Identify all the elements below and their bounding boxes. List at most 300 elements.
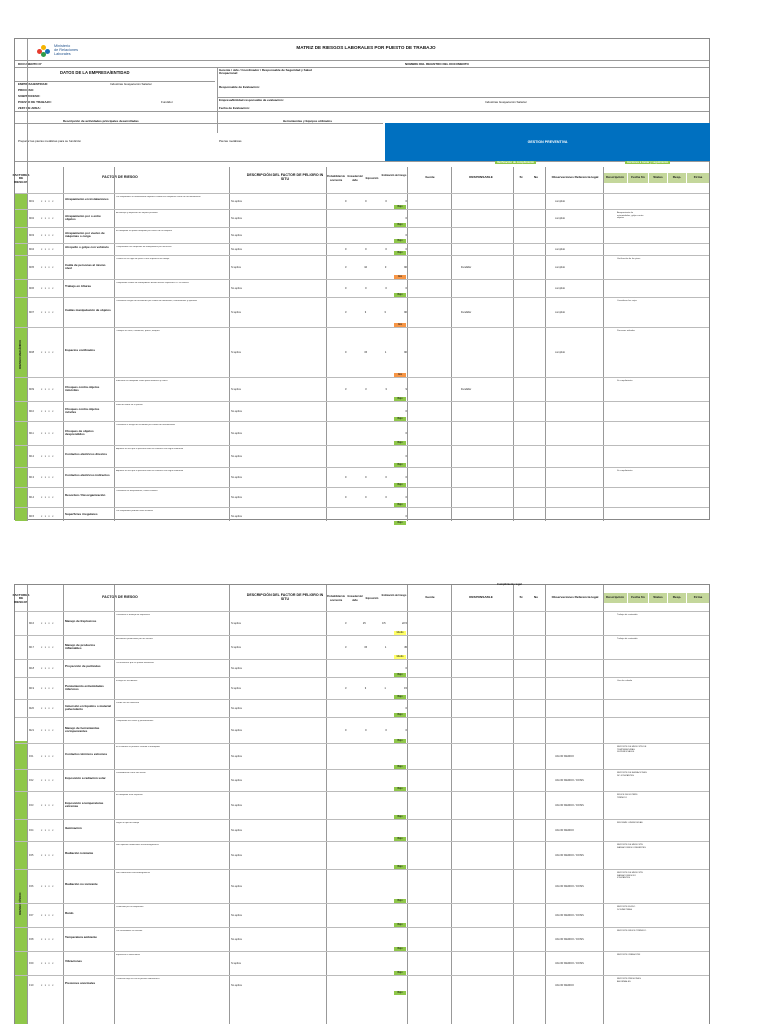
observaciones-header-2: Observaciones Referencia legal bbox=[551, 595, 599, 600]
risk-description: Considera riesgos de accidentes por caídas de materiales, herramientas y aparatos bbox=[116, 300, 198, 302]
observation-note: Uso de calzado bbox=[617, 680, 633, 682]
check-marks: xxxx bbox=[41, 779, 56, 782]
applicability: No aplica bbox=[231, 496, 242, 499]
risk-factor-name: Atropello o golpe con vehículo bbox=[65, 245, 109, 249]
compliance-criteria: cumplido bbox=[555, 311, 566, 314]
risk-scores bbox=[345, 388, 407, 391]
table-row bbox=[15, 445, 709, 467]
check-marks: xxxx bbox=[41, 707, 56, 710]
risk-scores bbox=[345, 687, 407, 690]
exposicion-header: Exposición bbox=[365, 177, 379, 181]
risk-score-value: 45 bbox=[404, 646, 407, 649]
risk-score-value: 0 bbox=[405, 432, 407, 435]
risk-description: Son aquellas radiaciones electromagnéticas bbox=[116, 844, 159, 846]
subproceso-label: SUBPROCESO: bbox=[18, 94, 41, 98]
risk-code: M16 bbox=[29, 622, 35, 625]
risk-score-value: 90 bbox=[404, 311, 407, 314]
check-marks: xxxx bbox=[41, 200, 56, 203]
risk-description: El trabajador está expuesto bbox=[116, 794, 143, 796]
table-row bbox=[15, 507, 709, 525]
check-marks: xxxx bbox=[41, 755, 56, 758]
risk-code: M15 bbox=[29, 515, 35, 518]
applicability: No aplica bbox=[231, 476, 242, 479]
risk-level-badge: Alto bbox=[394, 373, 406, 377]
risk-matrix-sheet-1 bbox=[12, 38, 710, 524]
no-header: No bbox=[533, 175, 539, 180]
check-marks: xxxx bbox=[41, 266, 56, 269]
gravedad-header: Gravedad del daño bbox=[347, 175, 363, 182]
matrix-title: MATRIZ DE RIESGOS LABORALES POR PUESTO DE TRABAJO bbox=[296, 45, 436, 50]
check-marks: xxxx bbox=[41, 962, 56, 965]
risk-score-value: 0 bbox=[365, 200, 367, 203]
risk-scores bbox=[345, 729, 407, 732]
fecha-fin-header-2: Fecha fin bbox=[628, 593, 648, 603]
risk-score-value: 0 bbox=[405, 729, 407, 732]
risk-score-value: 0 bbox=[385, 287, 387, 290]
risk-factor-name: Iluminación bbox=[65, 826, 82, 830]
applicability: No aplica bbox=[231, 914, 242, 917]
table-row bbox=[15, 659, 709, 677]
risk-score-value: 0 bbox=[345, 248, 347, 251]
risk-description: Condición bajo la cual la presión atmosférica bbox=[116, 978, 160, 980]
risk-level-badge: Bajo bbox=[394, 739, 406, 743]
risk-score-value: 0 bbox=[405, 476, 407, 479]
check-marks: xxxx bbox=[41, 287, 56, 290]
risk-level-badge: Bajo bbox=[394, 251, 406, 255]
table-row bbox=[15, 699, 709, 717]
risk-description: Son radiaciones electromagnéticas bbox=[116, 872, 151, 874]
risk-score-value: 0 bbox=[345, 200, 347, 203]
physical-group-label: RIESGO FÍSICO bbox=[18, 892, 22, 915]
risk-score-value: 0 bbox=[385, 476, 387, 479]
risk-score-value: 0 bbox=[405, 707, 407, 710]
check-marks: xxxx bbox=[41, 476, 56, 479]
risk-score-value: 3 bbox=[385, 388, 387, 391]
risk-code: M05 bbox=[29, 266, 35, 269]
risk-score-value: 15 bbox=[364, 351, 368, 354]
risk-level-badge: Bajo bbox=[394, 815, 406, 819]
risk-score-value: 22.5 bbox=[401, 622, 407, 625]
risk-level-badge: Bajo bbox=[394, 521, 406, 525]
risk-factor-name: Punzamiento extremidades inferiores bbox=[65, 684, 104, 692]
table-row bbox=[15, 717, 709, 743]
compliance-criteria: VALOR MEDIDO / DOSIS bbox=[555, 779, 584, 782]
compliance-criteria: cumplido bbox=[555, 351, 566, 354]
applicability: No aplica bbox=[231, 779, 242, 782]
risk-description: Accidentes producidos por los efectos bbox=[116, 638, 153, 640]
risk-scores bbox=[345, 455, 407, 458]
risk-factor-name: Exposición a radiación solar bbox=[65, 776, 106, 780]
check-marks: xxxx bbox=[41, 234, 56, 237]
risk-code: F09 bbox=[29, 962, 34, 965]
status-header: Status bbox=[649, 173, 667, 183]
risk-level-badge: Bajo bbox=[394, 483, 406, 487]
risk-description: Posibilidad de sufrir una lesión bbox=[116, 772, 146, 774]
applicability: Si aplica bbox=[231, 687, 241, 690]
risk-code: M06 bbox=[29, 287, 35, 290]
observation-note: REPORTE VIBRACIÓN bbox=[617, 954, 641, 956]
risk-scores bbox=[345, 266, 407, 269]
compliance-criteria: VALOR MEDIDO / DOSIS bbox=[555, 938, 584, 941]
risk-code: M08 bbox=[29, 351, 35, 354]
factor-riesgo-header-2: FACTOR DE RIESGO bbox=[102, 595, 138, 600]
risk-description: Incluye los accidentes bbox=[116, 680, 138, 682]
risk-code: F10 bbox=[29, 984, 34, 987]
observation-note: INFORME LUMINOSIDAD bbox=[617, 822, 643, 824]
risk-factor-name: Contactos eléctricos directos bbox=[65, 452, 108, 456]
table-row bbox=[15, 743, 709, 769]
risk-description: Exposición a vibraciones bbox=[116, 954, 141, 956]
check-marks: xxxx bbox=[41, 984, 56, 987]
risk-scores bbox=[345, 287, 407, 290]
risk-scores bbox=[345, 515, 407, 518]
risk-score-value: 0 bbox=[405, 515, 407, 518]
compliance-criteria: cumplido bbox=[555, 287, 566, 290]
risk-code: M14 bbox=[29, 496, 35, 499]
table-row bbox=[15, 487, 709, 507]
observation-note: REPORTE RUIDO DOSIMETRÍAS bbox=[617, 906, 636, 911]
empresa-evaluacion-label: Empresa/Entidad responsable de evaluación: bbox=[219, 98, 284, 102]
table-row bbox=[15, 841, 709, 869]
risk-score-value: 1 bbox=[384, 687, 386, 690]
risk-code: F08 bbox=[29, 938, 34, 941]
risk-score-value: 0 bbox=[405, 496, 407, 499]
risk-level-badge: Alto bbox=[394, 323, 406, 327]
observation-note: Si cumplimiento bbox=[617, 380, 633, 382]
risk-factor-name: Exposición a temperaturas extremas bbox=[65, 801, 104, 809]
risk-description: Caídas en un lugar de paso o una superficie de trabajo bbox=[116, 258, 170, 260]
risk-scores bbox=[345, 351, 407, 354]
probabilidad-header-2: Probabilidad de ocurrencia bbox=[327, 595, 345, 602]
risk-level-badge: Bajo bbox=[394, 673, 406, 677]
compliance-criteria: VALOR MEDIDO / DOSIS bbox=[555, 962, 584, 965]
risk-score-value: 3 bbox=[364, 687, 367, 690]
risk-level-badge: Bajo bbox=[394, 837, 406, 841]
risk-level-badge: Medio bbox=[394, 631, 406, 635]
applicability: No aplica bbox=[231, 804, 242, 807]
risk-description: Los empleados se mantendrán alejados cuando las máquinas estén en funcionamiento bbox=[116, 196, 201, 198]
check-marks: xxxx bbox=[41, 248, 56, 251]
risk-factor-name: Caídas manipulación de objetos bbox=[65, 308, 111, 312]
risk-score-value: 0 bbox=[405, 217, 407, 220]
estimacion-header-2: Estimación del riesgo bbox=[381, 594, 407, 598]
check-marks: xxxx bbox=[41, 914, 56, 917]
risk-scores bbox=[345, 311, 407, 314]
compliance-criteria: VALOR MEDIDO / DOSIS bbox=[555, 854, 584, 857]
risk-level-badge: Bajo bbox=[394, 441, 406, 445]
risk-code: F01 bbox=[29, 755, 34, 758]
risk-scores bbox=[345, 410, 407, 413]
empresa-value: Industrias Guayacamin Salazar bbox=[110, 82, 152, 86]
risk-level-badge: Bajo bbox=[394, 463, 406, 467]
risk-score-value: 0 bbox=[365, 248, 367, 251]
applicability: No aplica bbox=[231, 217, 242, 220]
risk-factor-name: Desorden / Desorganización bbox=[65, 493, 106, 497]
risk-level-badge: Bajo bbox=[394, 787, 406, 791]
risk-description: Producido por la maquinaria bbox=[116, 906, 144, 908]
risk-scores bbox=[345, 622, 407, 625]
gerente-label: Gerente / Jefe / Coordinador / Responsable de Seguridad y Salud Ocupacional: bbox=[219, 68, 312, 76]
risk-factor-name: Proyección de partículas bbox=[65, 664, 101, 668]
fecha-fin-header: Fecha fin bbox=[628, 173, 648, 183]
risk-score-value: 0 bbox=[405, 234, 407, 237]
risk-code: M18 bbox=[29, 667, 35, 670]
responsible-value: Fundidor bbox=[461, 266, 472, 269]
check-marks: xxxx bbox=[41, 496, 56, 499]
risk-scores bbox=[345, 707, 407, 710]
applicability: No aplica bbox=[231, 234, 242, 237]
risk-description: Falta de orden en el puesto bbox=[116, 404, 143, 406]
observation-note: ÍNDICE DE ESTRÉS TÉRMICO bbox=[617, 794, 638, 799]
applicability: Si aplica bbox=[231, 388, 241, 391]
risk-factor-name: Choques contra objetos inmóviles bbox=[65, 385, 100, 393]
risk-level-badge: Bajo bbox=[394, 417, 406, 421]
estimacion-header: Estimación del riesgo bbox=[381, 174, 407, 178]
risk-description: Considera los desperdicios, como chatarra bbox=[116, 490, 158, 492]
applicability: No aplica bbox=[231, 248, 242, 251]
table-row bbox=[15, 903, 709, 927]
risk-factor-name: Atrapamiento en instalaciones bbox=[65, 197, 109, 201]
datos-empresa-label: DATOS DE LA EMPRESA/ENTIDAD bbox=[60, 70, 130, 75]
ministry-name: Ministerio de Relaciones Laborales bbox=[54, 44, 79, 57]
actividad-value: Preparar las piezas metálicas para su fundición bbox=[18, 139, 82, 143]
observation-note: Trabajo de contenido bbox=[617, 614, 638, 616]
risk-factor-name: Caída de personas al mismo nivel bbox=[65, 263, 106, 271]
risk-level-badge: Bajo bbox=[394, 971, 406, 975]
descripcion2-header: Descripción bbox=[603, 173, 627, 183]
risk-score-value: 3 bbox=[345, 388, 347, 391]
compliance-criteria: VALOR MEDIDO / DOSIS bbox=[555, 885, 584, 888]
risk-code: M10 bbox=[29, 410, 35, 413]
risk-scores bbox=[345, 217, 407, 220]
risk-description: Comprende caídas de trabajadores desde alturas superiores a 1.80 metros bbox=[116, 282, 189, 284]
descripcion-header: DESCRIPCIÓN DEL FACTOR DE PELIGRO IN SITU bbox=[246, 173, 324, 181]
risk-factor-name: Contactos térmicos extremos bbox=[65, 752, 108, 756]
applicability: No aplica bbox=[231, 667, 242, 670]
table-row bbox=[15, 927, 709, 951]
risk-score-value: 0 bbox=[405, 667, 407, 670]
risk-description: Considera el riesgo de accidente por caídas de herramientas bbox=[116, 424, 176, 426]
probabilidad-header: Probabilidad de ocurrencia bbox=[327, 175, 345, 182]
applicability: Si aplica bbox=[231, 646, 241, 649]
table-row bbox=[15, 209, 709, 227]
risk-level-badge: Alto bbox=[394, 275, 406, 279]
compliance-criteria: VALOR MEDIDO bbox=[555, 984, 574, 987]
firma-header-2: Firma bbox=[687, 593, 709, 603]
applicability: No aplica bbox=[231, 885, 242, 888]
table-row bbox=[15, 951, 709, 975]
applicability: No aplica bbox=[231, 515, 242, 518]
risk-score-value: 3 bbox=[384, 311, 386, 314]
factor-riesgo-header: FACTOR DE RIESGO bbox=[102, 175, 138, 180]
observaciones-header: Observaciones Referencia legal bbox=[551, 175, 599, 180]
herramientas-label: Herramientas y Equipos utilizados bbox=[283, 119, 333, 123]
responsable-header-2: RESPONSABLE bbox=[469, 595, 493, 600]
observation-note: Trabajo de contenido bbox=[617, 638, 638, 640]
mechanical-group-label: RIESGO MECÁNICO bbox=[18, 340, 22, 369]
resp-header: Resp. bbox=[668, 173, 686, 183]
risk-code: M03 bbox=[29, 234, 35, 237]
risk-level-badge: Bajo bbox=[394, 923, 406, 927]
empresa-label: EMPRESA/ENTIDAD: bbox=[18, 82, 49, 86]
applicability: No aplica bbox=[231, 829, 242, 832]
applicability: No aplica bbox=[231, 287, 242, 290]
risk-factor-name: Trabajo en Alturas bbox=[65, 284, 92, 288]
risk-code: M12 bbox=[29, 455, 35, 458]
risk-score-value: 0 bbox=[385, 496, 387, 499]
risk-description: Los empleados podrían tener lesiones bbox=[116, 510, 154, 512]
risk-factor-name: Manejo de herramientas cortopunzantes bbox=[65, 726, 100, 734]
risk-score-value: 0 bbox=[405, 248, 407, 251]
responsible-value: Fundidor bbox=[461, 388, 472, 391]
risk-score-value: 3 bbox=[345, 646, 347, 649]
fecha-evaluacion-label: Fecha de Evaluación: bbox=[219, 106, 250, 110]
risk-score-value: 0 bbox=[365, 287, 367, 290]
risk-score-value: 0 bbox=[345, 351, 347, 354]
risk-code: F05 bbox=[29, 854, 34, 857]
risk-code: M07 bbox=[29, 311, 35, 314]
risk-scores bbox=[345, 200, 407, 203]
risk-score-value: 3 bbox=[345, 687, 347, 690]
risk-level-badge: Bajo bbox=[394, 991, 406, 995]
risk-score-value: 3 bbox=[345, 266, 347, 269]
compliance-criteria: VALOR MEDIDO bbox=[555, 755, 574, 758]
table-row bbox=[15, 611, 709, 635]
check-marks: xxxx bbox=[41, 729, 56, 732]
compliance-criteria: VALOR MEDIDO / DOSIS bbox=[555, 914, 584, 917]
risk-factor-name: Radiación no ionizante bbox=[65, 882, 98, 886]
table-row bbox=[15, 279, 709, 297]
status-header-2: Status bbox=[649, 593, 667, 603]
observation-note: REPORTE DE MEDICIÓN RADIACIONES IONIZANTES bbox=[617, 844, 646, 849]
risk-code: M11 bbox=[29, 432, 34, 435]
risk-score-value: 0 bbox=[385, 248, 387, 251]
risk-description: Aquellos en los que la persona entra en contacto con algún elemento bbox=[116, 448, 184, 450]
compliance-criteria: cumplido bbox=[555, 248, 566, 251]
check-marks: xxxx bbox=[41, 455, 56, 458]
evaluacion-responsable-label: Responsable de Evaluación: bbox=[219, 85, 260, 89]
risk-score-value: 10 bbox=[364, 266, 368, 269]
applicability: No aplica bbox=[231, 707, 242, 710]
no-header-2: No bbox=[533, 595, 539, 600]
risk-factor-name: Vibraciones bbox=[65, 959, 82, 963]
observation-note: Personas aisladas bbox=[617, 330, 635, 332]
risk-scores bbox=[345, 476, 407, 479]
fuente-header: fuente bbox=[425, 175, 435, 180]
check-marks: xxxx bbox=[41, 311, 56, 314]
table-row bbox=[15, 467, 709, 487]
risk-score-value: 90 bbox=[404, 351, 407, 354]
risk-score-value: 15 bbox=[364, 646, 368, 649]
risk-score-value: 0 bbox=[405, 200, 407, 203]
risk-scores bbox=[345, 234, 407, 237]
firma-header: Firma bbox=[687, 173, 709, 183]
check-marks: xxxx bbox=[41, 667, 56, 670]
responsable-header: RESPONSABLE bbox=[469, 175, 493, 180]
risk-score-value: 0 bbox=[365, 476, 367, 479]
risk-code: F02 bbox=[29, 779, 34, 782]
risk-code: M21 bbox=[29, 729, 35, 732]
table-row bbox=[15, 297, 709, 327]
risk-factor-name: Radiación ionizante bbox=[65, 851, 94, 855]
ministry-logo bbox=[37, 43, 95, 61]
risk-code: F04 bbox=[29, 829, 34, 832]
risk-code: M20 bbox=[29, 707, 35, 710]
si-header: Si bbox=[519, 175, 523, 180]
risk-level-badge: Bajo bbox=[394, 765, 406, 769]
risk-factor-name: Manejo de Explosivos bbox=[65, 619, 97, 623]
risk-factor-name: Presiones anormales bbox=[65, 981, 96, 985]
risk-score-value: 0 bbox=[385, 200, 387, 203]
applicability: Si aplica bbox=[231, 266, 241, 269]
gestion-preventiva-header: GESTION PREVENTIVA bbox=[385, 123, 710, 161]
risk-score-value: 0 bbox=[405, 410, 407, 413]
risk-level-badge: Bajo bbox=[394, 397, 406, 401]
applicability: Si aplica bbox=[231, 351, 241, 354]
compliance-criteria: cumplido bbox=[555, 200, 566, 203]
risk-description: Comprende los cortes y punzamientos bbox=[116, 720, 154, 722]
registro-label: NOMBRE DEL REGISTRO DEL DOCUMENTO bbox=[405, 62, 469, 66]
risk-score-value: 3 bbox=[365, 388, 367, 391]
risk-factor-name: Espacios confinados bbox=[65, 348, 96, 352]
factores-header-2: FACTORES DE RIESGOS bbox=[12, 592, 30, 604]
resp-header-2: Resp. bbox=[668, 593, 686, 603]
risk-code: M19 bbox=[29, 687, 35, 690]
table-row bbox=[15, 421, 709, 445]
risk-score-value: 0 bbox=[345, 476, 347, 479]
compliance-criteria: VALOR MEDIDO / DOSIS bbox=[555, 804, 584, 807]
table-row bbox=[15, 869, 709, 903]
check-marks: xxxx bbox=[41, 515, 56, 518]
acciones-header: Acciones a tomar y seguimiento bbox=[627, 161, 669, 164]
risk-level-badge: Medio bbox=[394, 655, 406, 659]
risk-scores bbox=[345, 667, 407, 670]
check-marks: xxxx bbox=[41, 885, 56, 888]
risk-score-value: 3 bbox=[384, 266, 387, 269]
compliance-criteria: cumplido bbox=[555, 217, 566, 220]
risk-score-value: 0 bbox=[345, 729, 347, 732]
puesto-value: Fundidor bbox=[161, 100, 173, 104]
risk-score-value: 0.5 bbox=[382, 622, 386, 625]
risk-scores bbox=[345, 646, 407, 649]
risk-level-badge: Bajo bbox=[394, 695, 406, 699]
proceso-label: PROCESO: bbox=[18, 88, 35, 92]
compliance-criteria: VALOR MEDIDO bbox=[555, 829, 574, 832]
check-marks: xxxx bbox=[41, 351, 56, 354]
risk-score-value: 0 bbox=[345, 496, 347, 499]
observation-note: REPORTE DE MEDICIÓN DE TEMPERATURAS SUPERFICIALES bbox=[617, 746, 647, 754]
table-row bbox=[15, 635, 709, 659]
risk-matrix-sheet-2 bbox=[14, 584, 710, 1024]
table-row bbox=[15, 769, 709, 791]
observation-note: REPORTE DE MEDICIÓN RADIACIONES NO IONIZANTES bbox=[617, 872, 643, 880]
herramienta-value: Piezas metálicas bbox=[219, 139, 242, 143]
risk-level-badge: Bajo bbox=[394, 293, 406, 297]
check-marks: xxxx bbox=[41, 217, 56, 220]
responsible-value: Fundidor bbox=[461, 311, 472, 314]
risk-score-value: 0 bbox=[405, 287, 407, 290]
risk-score-value: 3 bbox=[345, 622, 347, 625]
risk-score-value: 0 bbox=[385, 729, 387, 732]
area-label: ZEFF DE AREA: bbox=[18, 106, 41, 110]
risk-factor-name: Choques de objetos desprendidos bbox=[65, 429, 94, 437]
applicability: No aplica bbox=[231, 432, 242, 435]
risk-description: Circunstancia que se puede manifestar bbox=[116, 662, 154, 664]
table-row bbox=[15, 377, 709, 401]
risk-score-value: 0 bbox=[345, 287, 347, 290]
risk-level-badge: Bajo bbox=[394, 713, 406, 717]
risk-score-value: 15 bbox=[362, 622, 366, 625]
